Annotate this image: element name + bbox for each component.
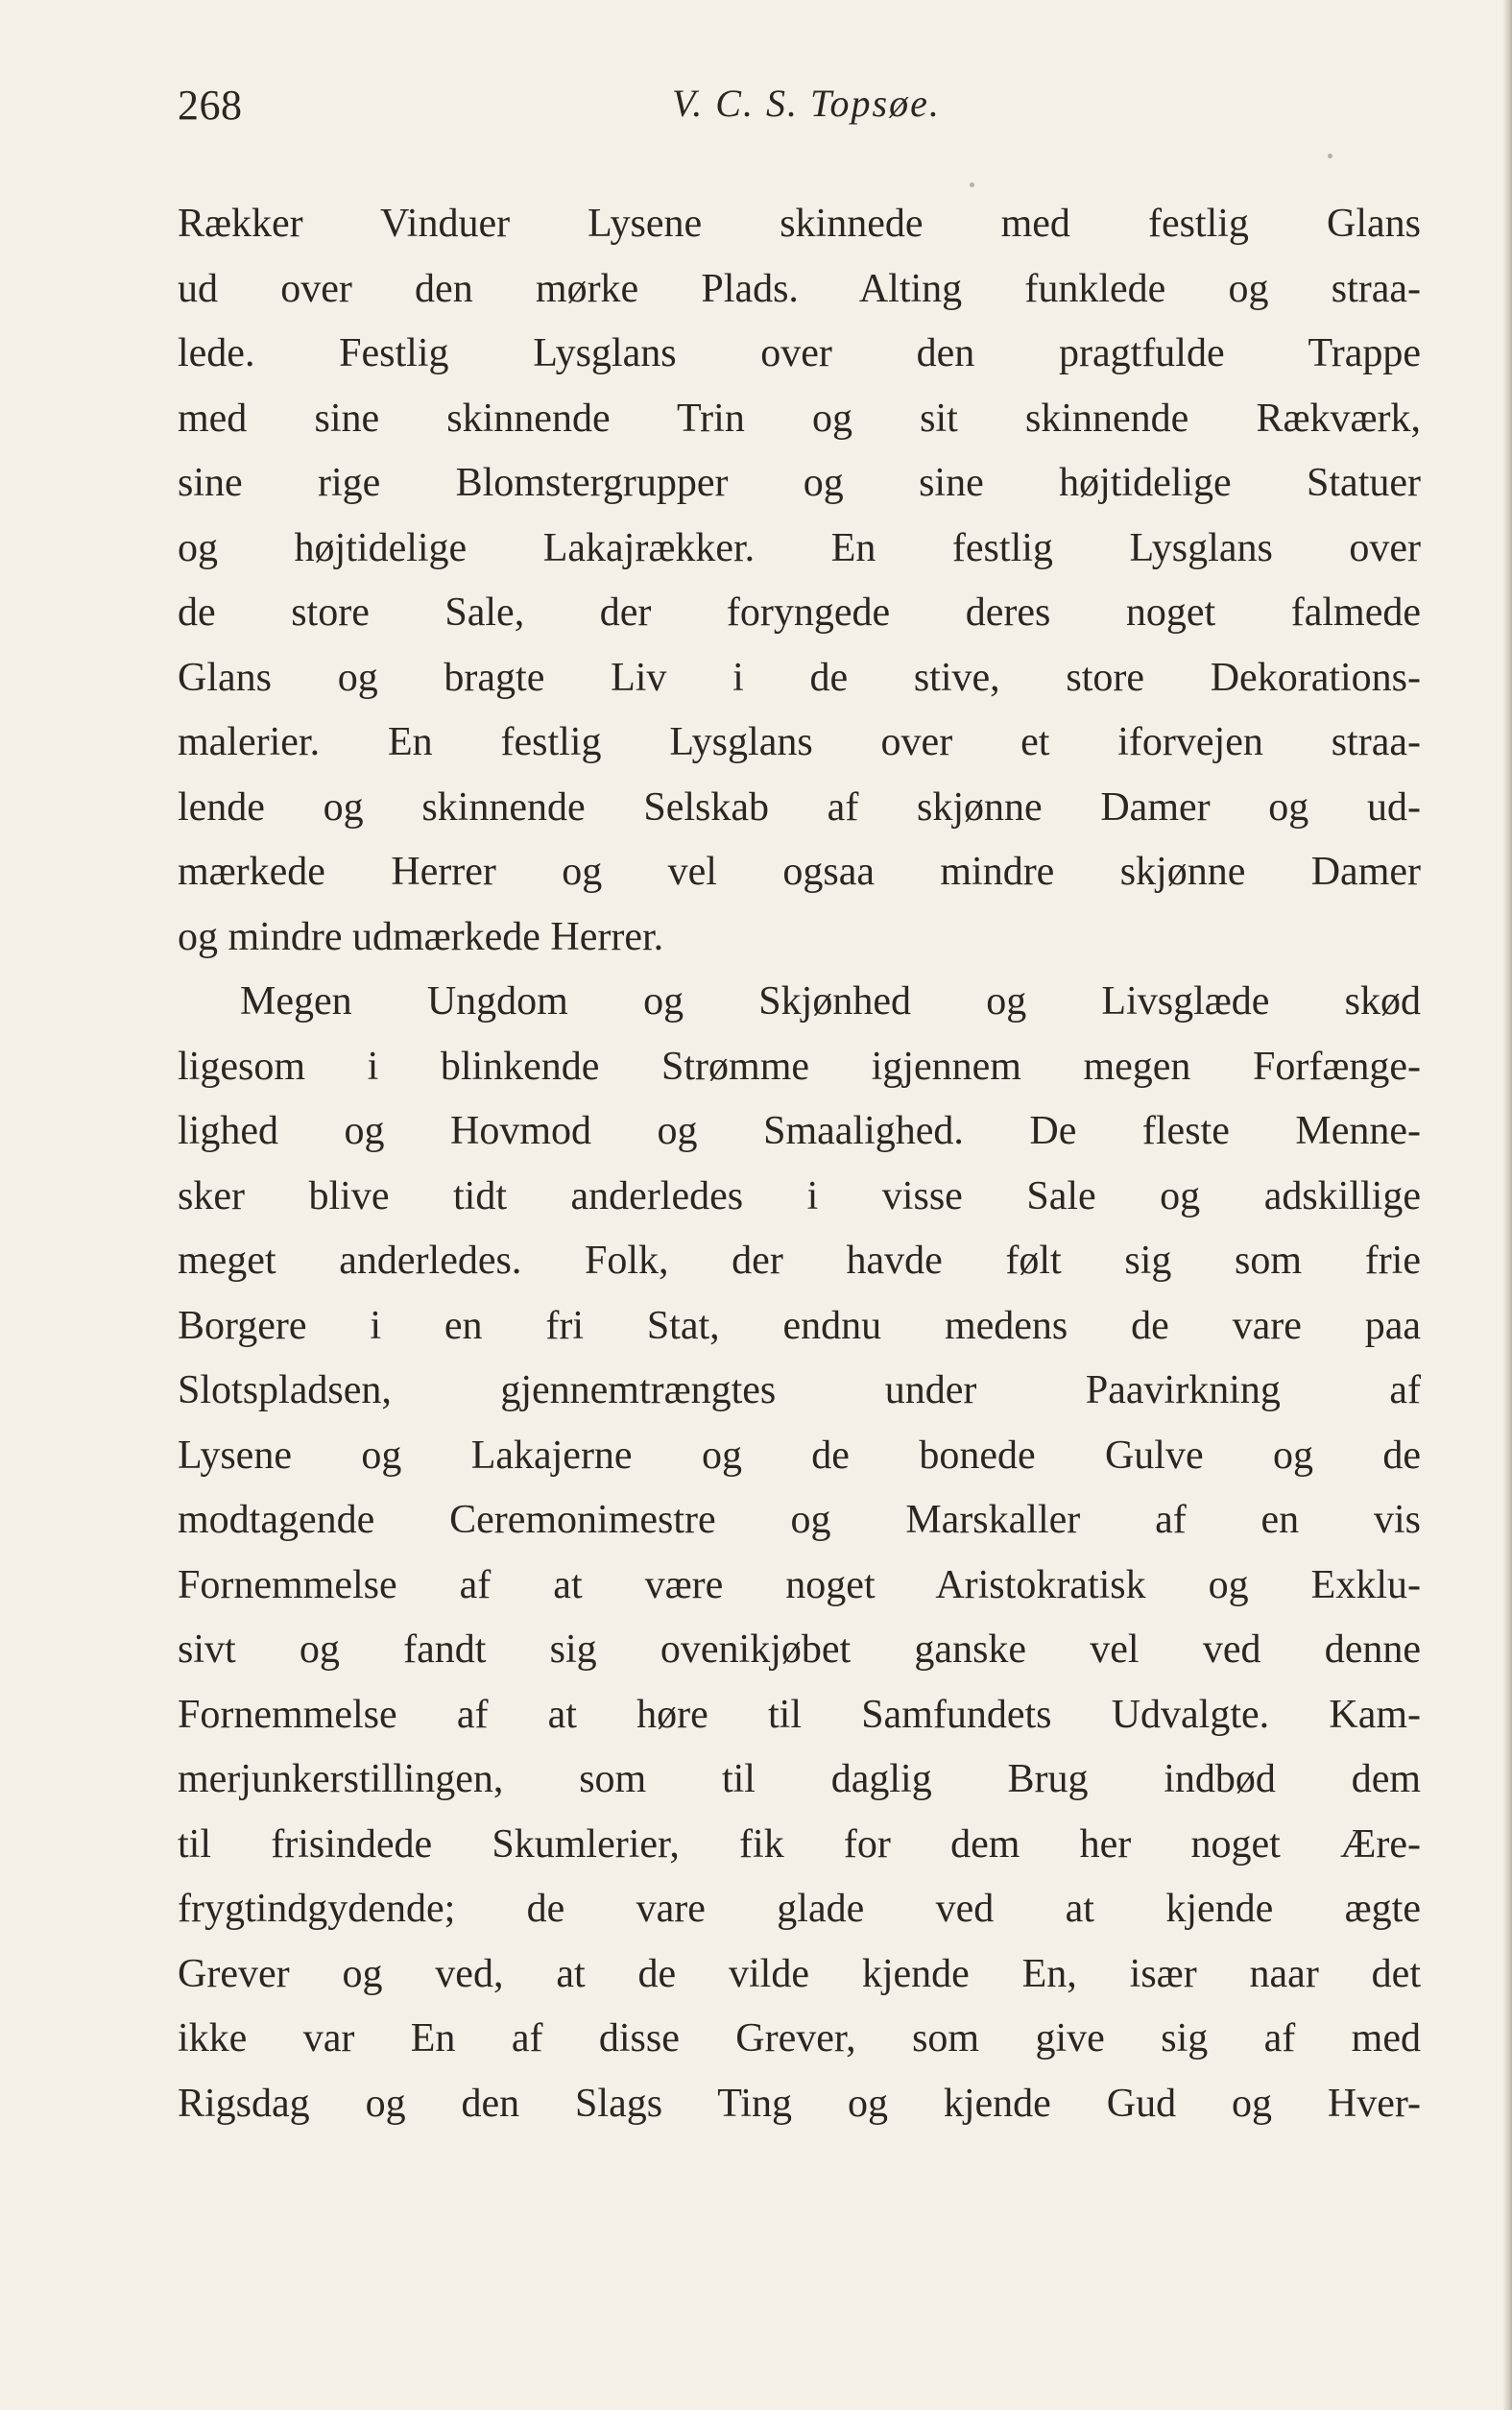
text-line: sivt og fandt sig ovenikjøbet ganske vel ved denne: [178, 1627, 1421, 1672]
text-line: til frisindede Skumlerier, fik for dem her noget Ære-: [178, 1821, 1421, 1867]
text-line: de store Sale, der foryngede deres noget falmede: [178, 590, 1421, 635]
text-line: sker blive tidt anderledes i visse Sale og adskillige: [178, 1173, 1421, 1218]
text-line: Fornemmelse af at være noget Aristokratisk og Exklu-: [178, 1562, 1421, 1607]
text-line: lede. Festlig Lysglans over den pragtfulde Trappe: [178, 331, 1421, 375]
text-line: Lysene og Lakajerne og de bonede Gulve og de: [178, 1433, 1421, 1478]
text-line: Glans og bragte Liv i de stive, store Dekorations-: [178, 655, 1421, 700]
text-line: og højtidelige Lakajrækker. En festlig Lysglans over: [178, 525, 1421, 570]
text-line: modtagende Ceremonimestre og Marskaller af en vis: [178, 1498, 1421, 1542]
text-line: malerier. En festlig Lysglans over et iforvejen straa-: [178, 720, 1421, 764]
text-line: ligesom i blinkende Strømme igjennem megen Forfænge-: [178, 1044, 1421, 1089]
text-line: Grever og ved, at de vilde kjende En, især naar det: [178, 1951, 1421, 1996]
text-line: lende og skinnende Selskab af skjønne Damer og ud-: [178, 784, 1421, 830]
text-line: ud over den mørke Plads. Alting funklede og straa-: [178, 266, 1421, 311]
text-line: sine rige Blomstergrupper og sine højtidelige Statuer: [178, 461, 1421, 505]
text-line: Rigsdag og den Slags Ting og kjende Gud og Hver-: [178, 2081, 1421, 2126]
page-edge-shadow: [1502, 0, 1512, 2410]
text-line: meget anderledes. Folk, der havde følt sig som frie: [178, 1239, 1421, 1283]
text-line: merjunkerstillingen, som til daglig Brug indbød dem: [178, 1757, 1421, 1801]
body-text: [178, 192, 1421, 2136]
text-line: mærkede Herrer og vel ogsaa mindre skjønne Damer: [178, 850, 1421, 894]
text-line: Slotspladsen, gjennemtrængtes under Paavirkning af: [178, 1368, 1421, 1412]
print-speck: [970, 182, 974, 187]
text-line: Borgere i en fri Stat, endnu medens de vare paa: [178, 1303, 1421, 1348]
text-line: frygtindgydende; de vare glade ved at kjende ægte: [178, 1887, 1421, 1931]
running-head: V. C. S. Topsøe.: [672, 82, 941, 125]
text-line: ikke var En af disse Grever, som give sig af med: [178, 2016, 1421, 2061]
paragraph-start-line: Megen Ungdom og Skjønhed og Livsglæde skød: [240, 979, 1421, 1024]
page-number: 268: [178, 82, 243, 129]
text-line: Fornemmelse af at høre til Samfundets Udvalgte. Kam-: [178, 1692, 1421, 1737]
paragraph-end-line: og mindre udmærkede Herrer.: [178, 914, 664, 959]
print-speck: [1328, 154, 1332, 158]
text-line: lighed og Hovmod og Smaalighed. De fleste Menne-: [178, 1109, 1421, 1153]
page-header: [178, 81, 1421, 138]
text-line: Rækker Vinduer Lysene skinnede med festlig Glans: [178, 202, 1421, 246]
text-line: med sine skinnende Trin og sit skinnende Rækværk,: [178, 396, 1421, 441]
